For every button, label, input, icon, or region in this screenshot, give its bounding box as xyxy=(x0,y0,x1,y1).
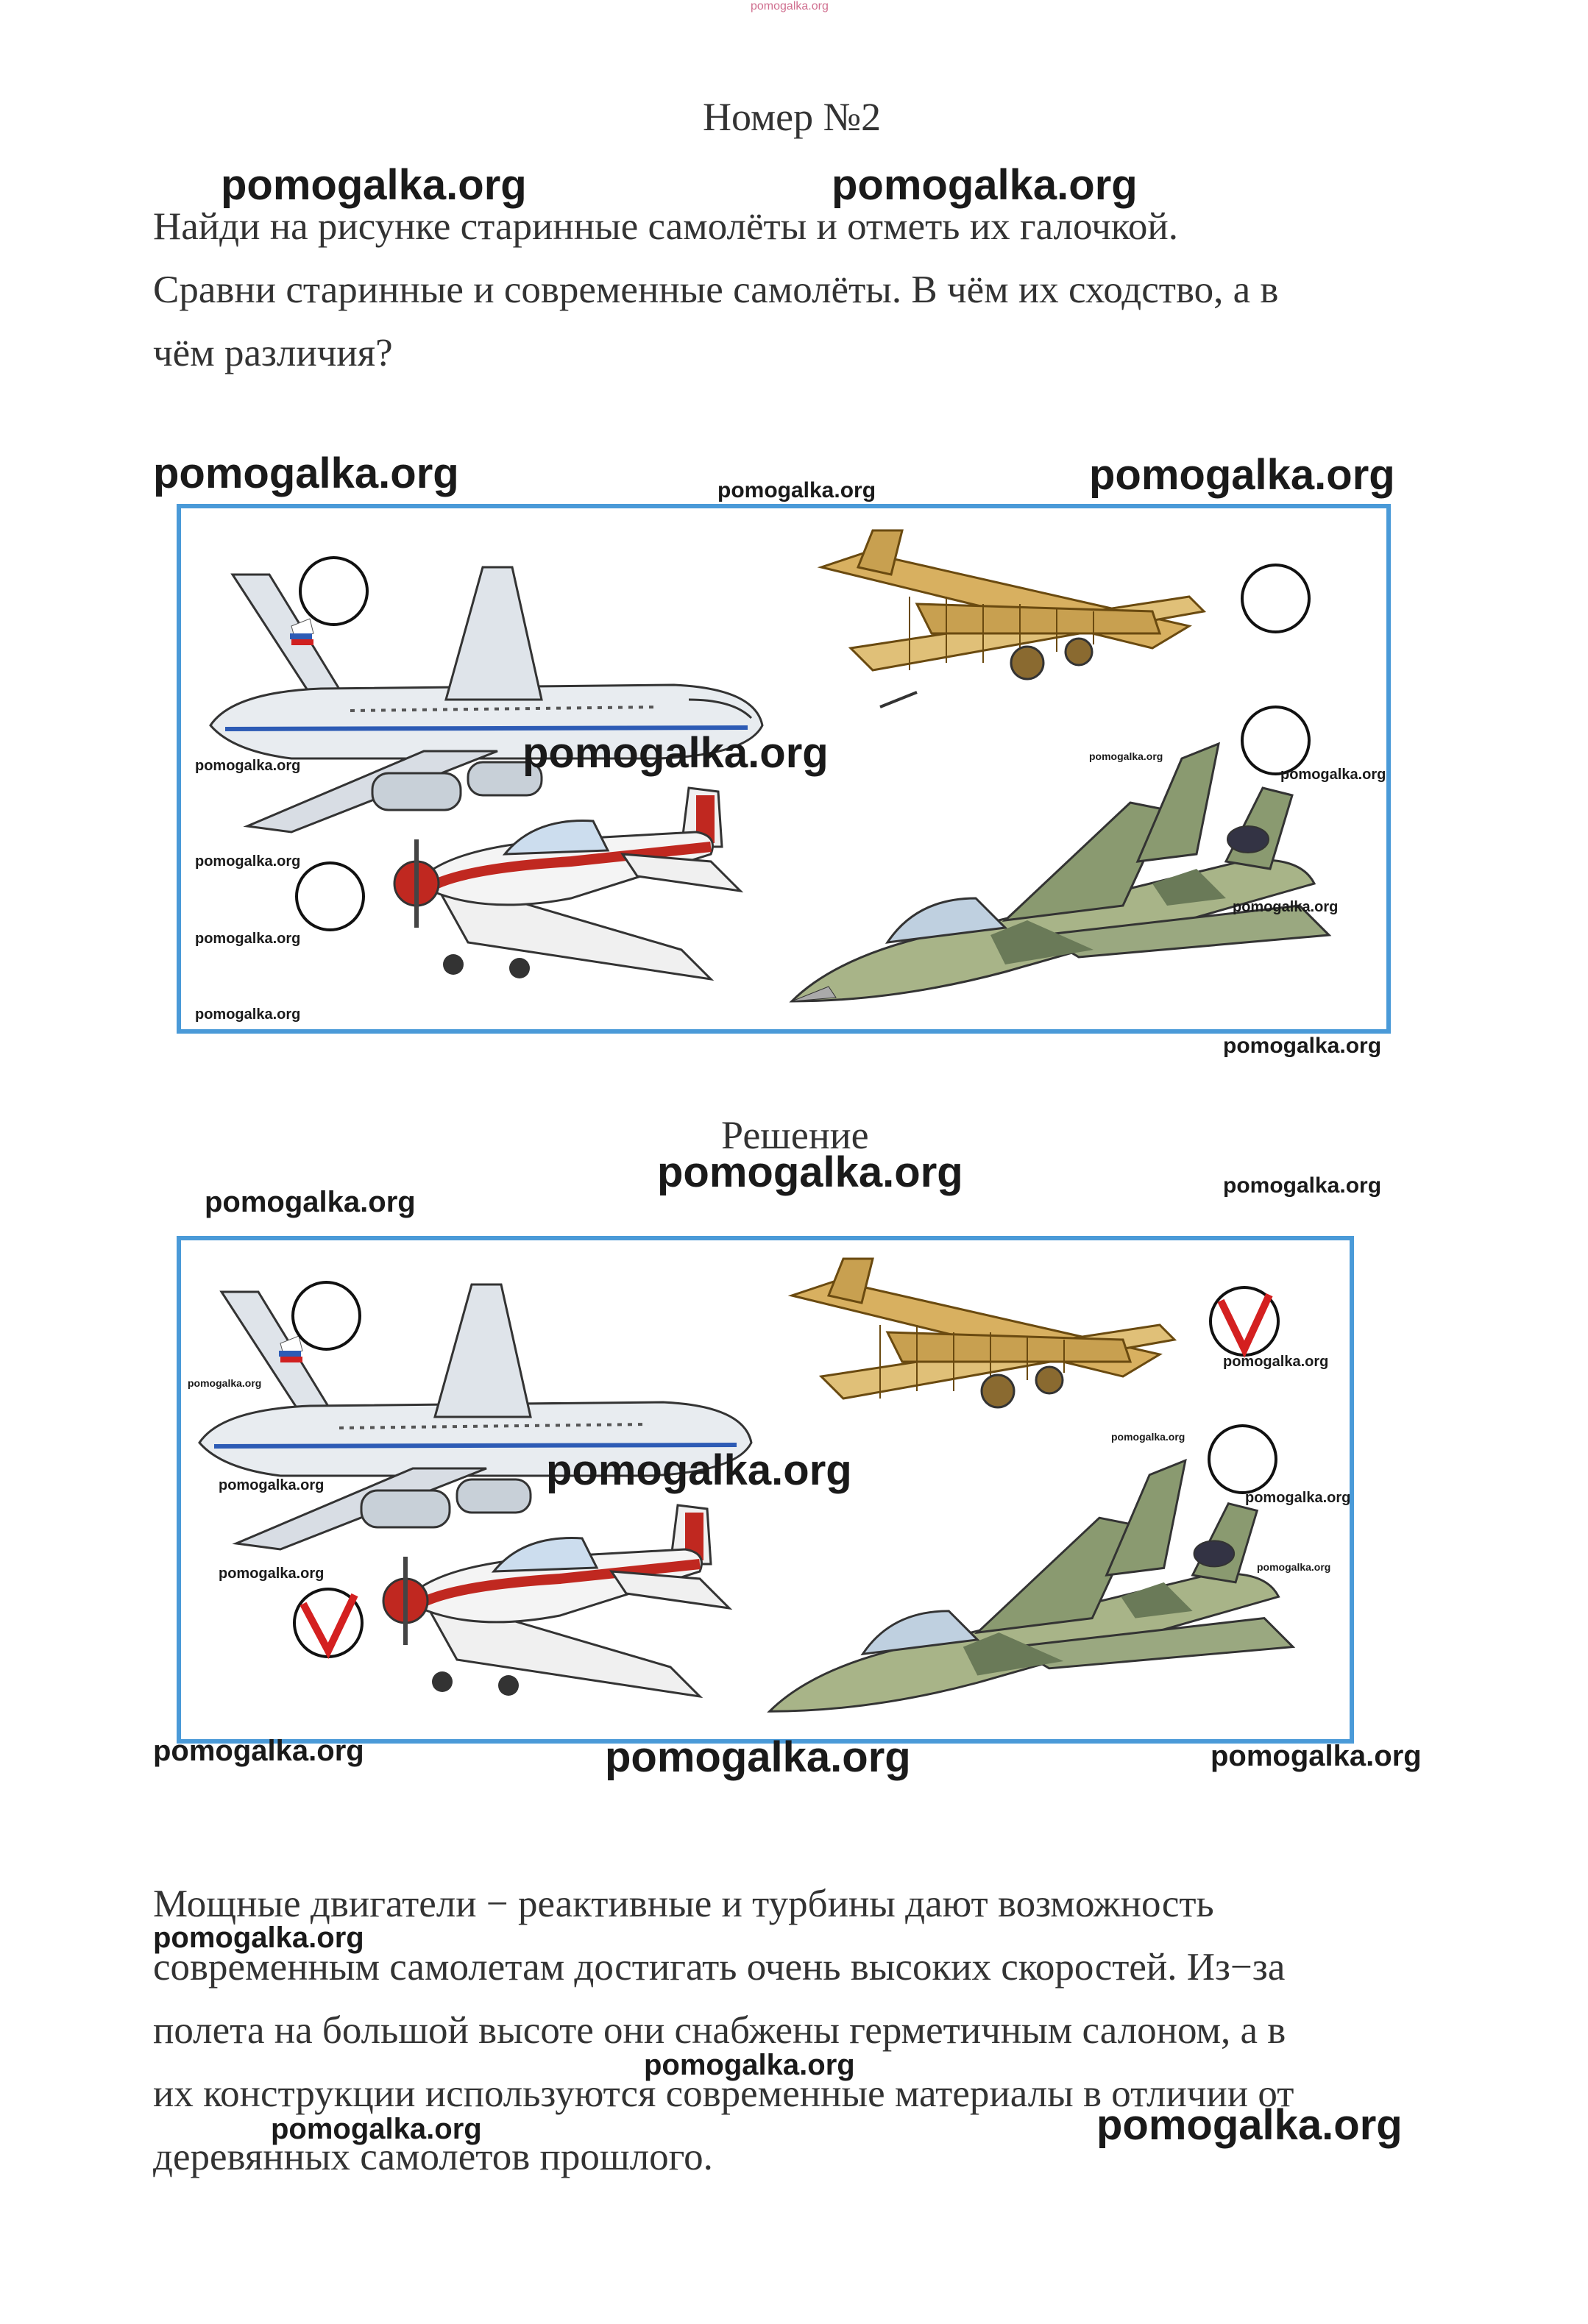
check-mark-icon xyxy=(291,1586,365,1660)
watermark: pomogalka.org xyxy=(1280,767,1386,783)
answer-circle[interactable] xyxy=(1241,564,1311,633)
watermark: pomogalka.org xyxy=(644,2049,855,2081)
watermark: pomogalka.org xyxy=(188,1377,262,1389)
watermark: pomogalka.org xyxy=(657,1148,963,1196)
answer-line: современным самолетам достигать очень высоких скоростей. Из−за xyxy=(153,1946,1286,1989)
watermark: pomogalka.org xyxy=(1223,1354,1329,1370)
answer-circle[interactable] xyxy=(299,556,369,626)
sport-plane-illustration xyxy=(387,781,755,1009)
watermark: pomogalka.org xyxy=(605,1733,911,1781)
watermark: pomogalka.org xyxy=(1211,1740,1422,1772)
task-text xyxy=(153,195,1478,385)
page-title: Номер №2 xyxy=(703,95,882,139)
watermark: pomogalka.org xyxy=(219,1477,325,1493)
header-watermark: pomogalka.org xyxy=(751,0,829,13)
answer-circle[interactable] xyxy=(1208,1424,1277,1494)
solution-heading: Решение xyxy=(721,1113,869,1157)
watermark: pomogalka.org xyxy=(522,729,829,777)
sport-plane-illustration xyxy=(376,1498,744,1726)
answer-circle[interactable] xyxy=(295,861,365,931)
task-line: Найди на рисунке старинные самолёты и отметь их галочкой. xyxy=(153,205,1178,248)
watermark: pomogalka.org xyxy=(1223,1034,1382,1058)
watermark: pomogalka.org xyxy=(717,478,876,502)
watermark: pomogalka.org xyxy=(195,758,301,774)
answer-line: Мощные двигатели − реактивные и турбины дают возможность xyxy=(153,1883,1214,1925)
watermark: pomogalka.org xyxy=(153,1922,364,1954)
watermark: pomogalka.org xyxy=(546,1446,852,1494)
watermark: pomogalka.org xyxy=(153,1735,364,1767)
watermark: pomogalka.org xyxy=(1089,750,1163,762)
watermark: pomogalka.org xyxy=(1111,1431,1185,1443)
task-line: чём различия? xyxy=(153,332,393,374)
watermark: pomogalka.org xyxy=(1233,899,1339,915)
watermark: pomogalka.org xyxy=(1089,451,1395,499)
answer-circle[interactable] xyxy=(291,1281,361,1351)
watermark: pomogalka.org xyxy=(1096,2101,1403,2149)
check-mark-icon xyxy=(1208,1284,1281,1358)
watermark: pomogalka.org xyxy=(153,449,459,497)
answer-circle[interactable] xyxy=(1241,706,1311,775)
vintage-plane-illustration xyxy=(807,523,1219,744)
watermark: pomogalka.org xyxy=(195,853,301,870)
task-line: Сравни старинные и современные самолёты. В чём их сходство, а в xyxy=(153,269,1279,311)
watermark: pomogalka.org xyxy=(195,931,301,947)
answer-line: деревянных самолетов прошлого. xyxy=(153,2136,713,2178)
answer-line: их конструкции используются современные материалы в отличии от xyxy=(153,2072,1294,2115)
answer-line: полета на большой высоте они снабжены герметичным салоном, а в xyxy=(153,2009,1286,2052)
watermark: pomogalka.org xyxy=(205,1186,416,1218)
watermark: pomogalka.org xyxy=(1245,1490,1351,1506)
watermark: pomogalka.org xyxy=(195,1006,301,1023)
watermark: pomogalka.org xyxy=(219,1566,325,1582)
watermark: pomogalka.org xyxy=(271,2113,482,2145)
watermark: pomogalka.org xyxy=(1257,1561,1331,1573)
watermark: pomogalka.org xyxy=(1223,1173,1382,1198)
watermark: pomogalka.org xyxy=(221,161,527,209)
watermark: pomogalka.org xyxy=(832,161,1138,209)
